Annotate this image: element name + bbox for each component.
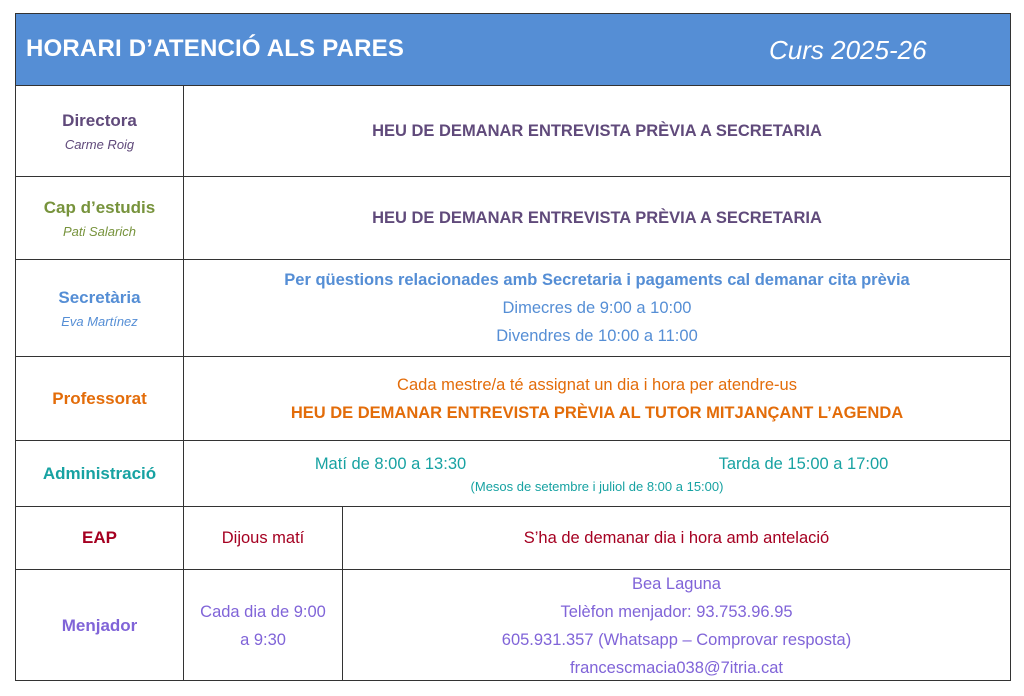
row-menjador: [16, 570, 1010, 681]
info-text: HEU DE DEMANAR ENTREVISTA PRÈVIA A SECRETARIA: [372, 122, 822, 140]
role-label: Administració: [42, 463, 157, 483]
when-text: a 9:30: [240, 630, 286, 649]
schedule-table: [15, 13, 1011, 681]
hours-line: [184, 451, 1010, 477]
info-cell: [184, 86, 1010, 176]
label-cell: [16, 177, 184, 259]
role-label: Directora: [62, 110, 137, 130]
contact-name: Bea Laguna: [631, 574, 721, 593]
info-text: Per qüestions relacionades amb Secretaria i pagaments cal demanar cita prèvia: [284, 271, 910, 289]
when-text: Dijous matí: [221, 529, 305, 547]
info-cell: [343, 507, 1010, 569]
row-cap-estudis: [16, 177, 1010, 260]
person-name: Pati Salarich: [63, 223, 136, 239]
info-cell: [184, 177, 1010, 259]
table-header: [16, 14, 1010, 86]
info-cell: [343, 570, 1010, 681]
row-administracio: [16, 441, 1010, 507]
contact-phone: Telèfon menjador: 93.753.96.95: [560, 602, 793, 621]
when-cell: [184, 507, 343, 569]
label-cell: [16, 357, 184, 440]
person-name: Carme Roig: [64, 136, 135, 152]
role-label: Menjador: [61, 615, 138, 635]
when-cell: [184, 570, 343, 681]
person-name: Eva Martínez: [61, 313, 138, 329]
label-cell: [16, 86, 184, 176]
morning-hours: Matí de 8:00 a 13:30: [314, 454, 467, 473]
schedule-line: Divendres de 10:00 a 11:00: [496, 327, 698, 345]
role-label: Secretària: [58, 287, 141, 307]
info-text: HEU DE DEMANAR ENTREVISTA PRÈVIA A SECRETARIA: [372, 209, 822, 227]
info-text: S’ha de demanar dia i hora amb antelació: [523, 529, 830, 547]
when-text: Cada dia de 9:00: [200, 602, 326, 621]
label-cell: [16, 507, 184, 569]
info-text: HEU DE DEMANAR ENTREVISTA PRÈVIA AL TUTOR MITJANÇANT L’AGENDA: [290, 403, 904, 422]
row-secretaria: [16, 260, 1010, 357]
info-cell: [184, 441, 1010, 506]
label-cell: [16, 570, 184, 681]
role-label: Cap d’estudis: [43, 197, 156, 217]
hours-note: (Mesos de setembre i juliol de 8:00 a 15:00): [470, 478, 724, 494]
label-cell: [16, 260, 184, 356]
role-label: EAP: [82, 528, 117, 547]
info-cell: [184, 260, 1010, 356]
contact-whatsapp: 605.931.357 (Whatsapp – Comprovar resposta): [501, 630, 852, 649]
info-cell: [184, 357, 1010, 440]
schedule-line: Dimecres de 9:00 a 10:00: [502, 299, 692, 317]
info-text: Cada mestre/a té assignat un dia i hora per atendre-us: [397, 375, 797, 394]
contact-email: francescmacia038@7itria.cat: [569, 658, 783, 677]
label-cell: [16, 441, 184, 506]
row-directora: [16, 86, 1010, 177]
course-year: Curs 2025-26: [769, 35, 927, 65]
row-professorat: [16, 357, 1010, 441]
page-title: HORARI D’ATENCIÓ ALS PARES: [26, 35, 405, 62]
afternoon-hours: Tarda de 15:00 a 17:00: [718, 454, 889, 473]
role-label: Professorat: [52, 388, 147, 408]
row-eap: [16, 507, 1010, 570]
